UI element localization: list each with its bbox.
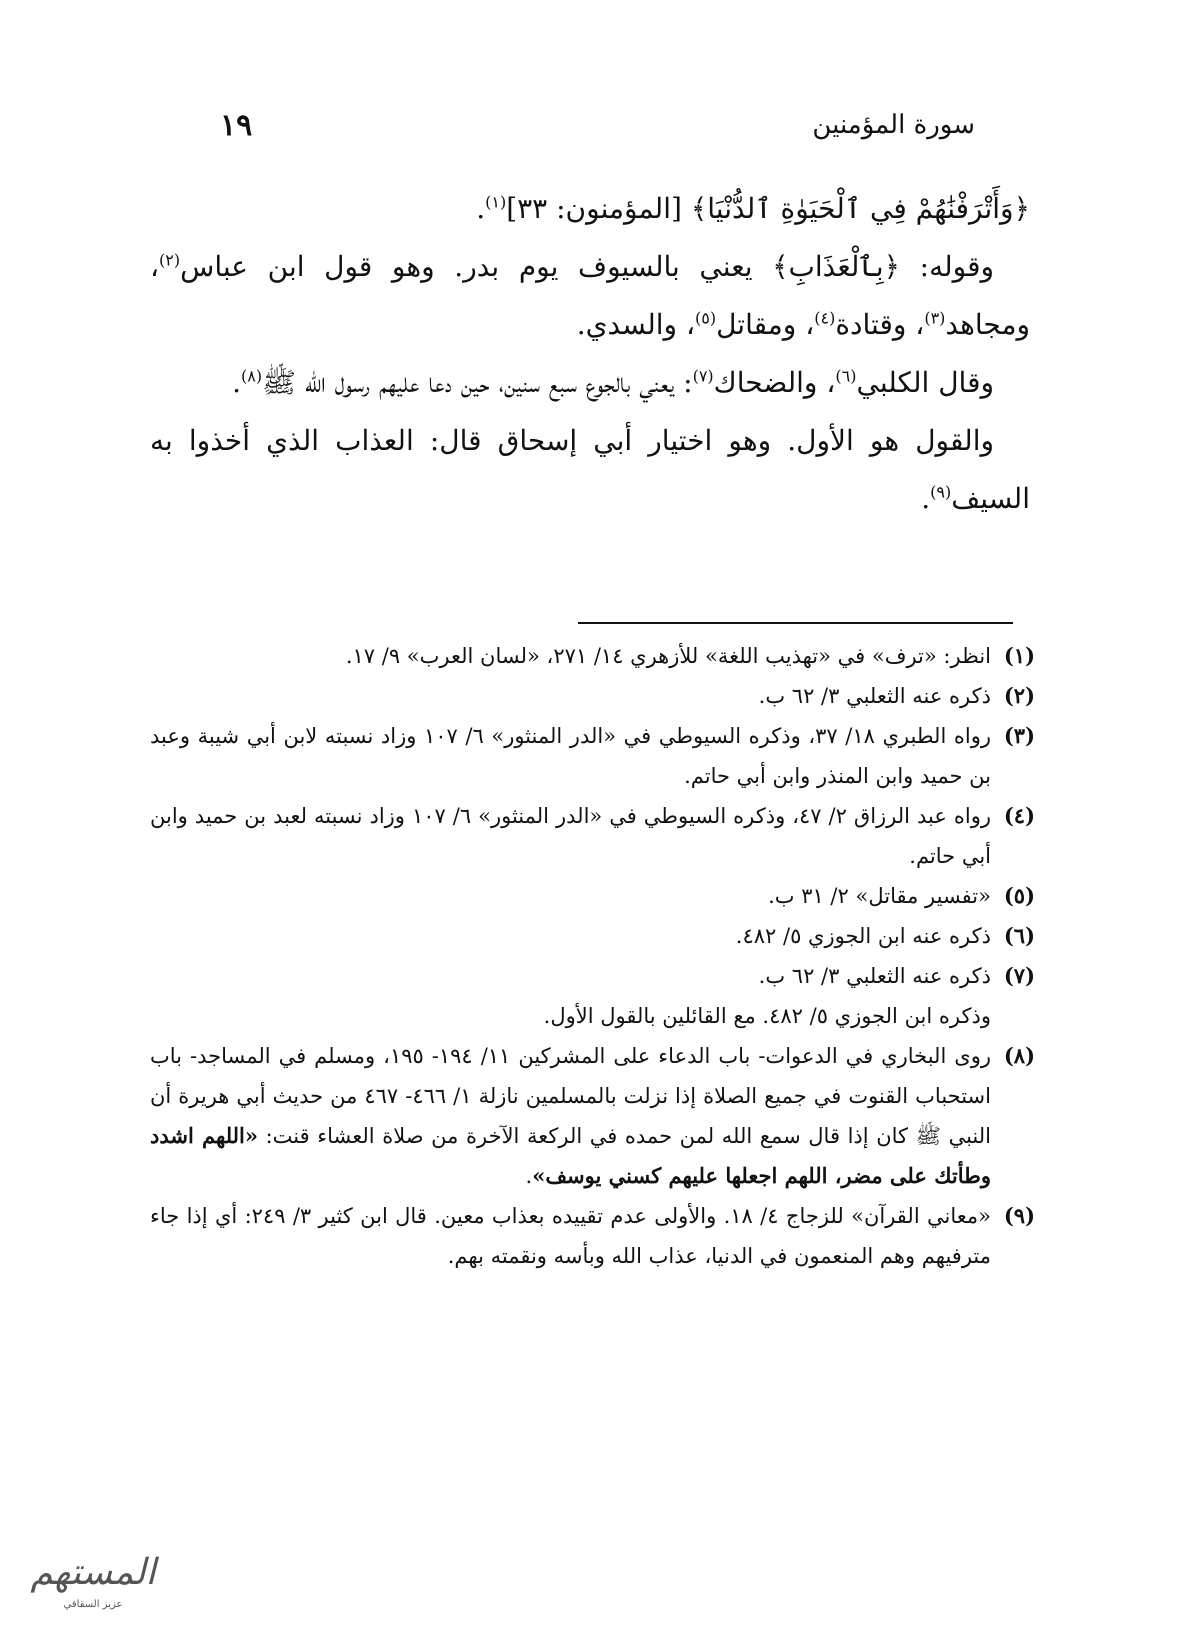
quran-verse: ﴿وَأَتْرَفْنَٰهُمْ فِي ٱلْحَيَوٰةِ ٱلدُّنْيَا﴾ <box>690 192 1030 225</box>
footnote-item <box>150 956 1035 996</box>
text-run: ، والسدي. <box>576 308 695 341</box>
footnote-number: (٧) <box>1003 963 1035 988</box>
footnote-item <box>150 716 1035 796</box>
logo-calligraphy: المستهم <box>30 1552 156 1593</box>
footnote-number: (٦) <box>1003 923 1035 948</box>
footnote-text: «تفسير مقاتل» ٢/ ٣١ ب. <box>768 884 991 908</box>
footnote-text: ذكره عنه الثعلبي ٣/ ٦٢ ب. <box>758 684 991 708</box>
paragraph-4 <box>150 412 1030 528</box>
footnote-number: (٢) <box>1003 683 1035 708</box>
footnote-divider <box>578 622 1013 624</box>
footnote-ref[interactable]: (٢) <box>159 250 181 270</box>
footnote-text: «معاني القرآن» للزجاج ٤/ ١٨. والأولى عدم تقييده بعذاب معين. قال ابن كثير ٣/ ٢٤٩: أي إذا جاء مترفيهم وهم المنعمون في الدنيا، عذاب الله وبأسه ونقمته بهم. <box>150 1204 991 1268</box>
footnote-text: وذكره ابن الجوزي ٥/ ٤٨٢. مع القائلين بالقول الأول. <box>543 1004 991 1028</box>
footnote-ref[interactable]: (٩) <box>930 482 952 502</box>
logo-subtext: عزيز السقاقي <box>63 1599 123 1610</box>
footnote-text: رواه الطبري ١٨/ ٣٧، وذكره السيوطي في «الدر المنثور» ٦/ ١٠٧ وزاد نسبته لابن أبي شيبة وعبد بن حميد وابن المنذر وابن أبي حاتم. <box>150 724 991 788</box>
footnote-text: ذكره عنه الثعلبي ٣/ ٦٢ ب. <box>758 964 991 988</box>
footnote-item <box>150 636 1035 676</box>
text-run: وقال الكلبي <box>856 366 994 399</box>
punctuation: . <box>525 1164 533 1188</box>
main-text <box>150 180 1030 528</box>
text-run: يعني بالسيوف يوم بدر. وهو قول ابن عباس <box>180 250 773 283</box>
footnote-number: (٨) <box>1003 1043 1035 1068</box>
footnote-ref[interactable]: (٨) <box>241 366 263 386</box>
footnote-ref[interactable]: (٤) <box>814 308 836 328</box>
footnote-body: روى البخاري في الدعوات- باب الدعاء على المشركين ١١/ ١٩٤- ١٩٥، ومسلم في المساجد- باب استحباب القنوت في جميع الصلاة إذا نزلت بالمسلمين نازلة ١/ ٤٦٦- ٤٦٧ من حديث أبي هريرة أن النبي ﷺ كان إذا قال سمع الله لمن حمده في الركعة الآخرة من صلاة العشاء قنت: <box>150 1044 991 1148</box>
footnotes <box>150 636 1035 1276</box>
footnote-item <box>150 876 1035 916</box>
text-run: ، والضحاك <box>713 366 836 399</box>
text-run: ، ومجاهد <box>150 250 1030 341</box>
footnote-item <box>150 1196 1035 1276</box>
footnote-number: (٣) <box>1003 723 1035 748</box>
footnote-text: رواه عبد الرزاق ٢/ ٤٧، وذكره السيوطي في «الدر المنثور» ٦/ ١٠٧ وزاد نسبته لعبد بن حميد وابن أبي حاتم. <box>150 804 991 868</box>
footnote-number: (٩) <box>1003 1203 1035 1228</box>
footnote-number <box>991 996 1035 1036</box>
footnote-ref[interactable]: (٣) <box>924 308 946 328</box>
text-run: : يعني بالجوع سبع سنين، حين دعا عليهم رسول الله ﷺ <box>262 366 693 399</box>
page-number: ١٩ <box>220 108 253 143</box>
publisher-logo <box>18 1548 168 1628</box>
footnote-item <box>150 1036 1035 1196</box>
hadith-quote: «اللهم اشدد وطأتك على مضر، اللهم اجعلها عليهم كسني يوسف» <box>150 1123 991 1188</box>
text-run: ، وقتادة <box>835 308 925 341</box>
footnote-ref[interactable]: (٧) <box>692 366 714 386</box>
text-run: ، ومقاتل <box>716 308 815 341</box>
footnote-number: (١) <box>1003 643 1035 668</box>
verse-reference: [المؤمنون: ٣٣] <box>506 192 682 225</box>
text-run: والقول هو الأول. وهو اختيار أبي إسحاق قال: العذاب الذي أخذوا به السيف <box>150 424 1030 515</box>
footnote-number: (٤) <box>1003 803 1035 828</box>
footnote-item <box>150 916 1035 956</box>
footnote-item <box>150 676 1035 716</box>
punctuation: . <box>476 192 486 225</box>
surah-title: سورة المؤمنين <box>812 110 975 140</box>
punctuation: . <box>232 366 241 399</box>
paragraph-3 <box>150 354 1030 412</box>
footnote-text: ذكره عنه ابن الجوزي ٥/ ٤٨٢. <box>735 924 991 948</box>
footnote-ref[interactable]: (٦) <box>835 366 857 386</box>
footnote-ref[interactable]: (٥) <box>695 308 717 328</box>
quran-word: ﴿بِٱلْعَذَابِ﴾ <box>772 250 901 283</box>
footnote-text: انظر: «ترف» في «تهذيب اللغة» للأزهري ١٤/ ٢٧١، «لسان العرب» ٩/ ١٧. <box>345 644 991 668</box>
paragraph-2 <box>150 238 1030 354</box>
text-run: وقوله: <box>900 250 994 283</box>
footnote-ref[interactable]: (١) <box>485 192 507 212</box>
paragraph-1 <box>150 180 1030 238</box>
footnote-text <box>150 1036 991 1196</box>
page-header <box>220 108 975 148</box>
footnote-continuation <box>150 996 1035 1036</box>
punctuation: . <box>921 482 931 515</box>
footnote-item <box>150 796 1035 876</box>
footnote-number: (٥) <box>1003 883 1035 908</box>
